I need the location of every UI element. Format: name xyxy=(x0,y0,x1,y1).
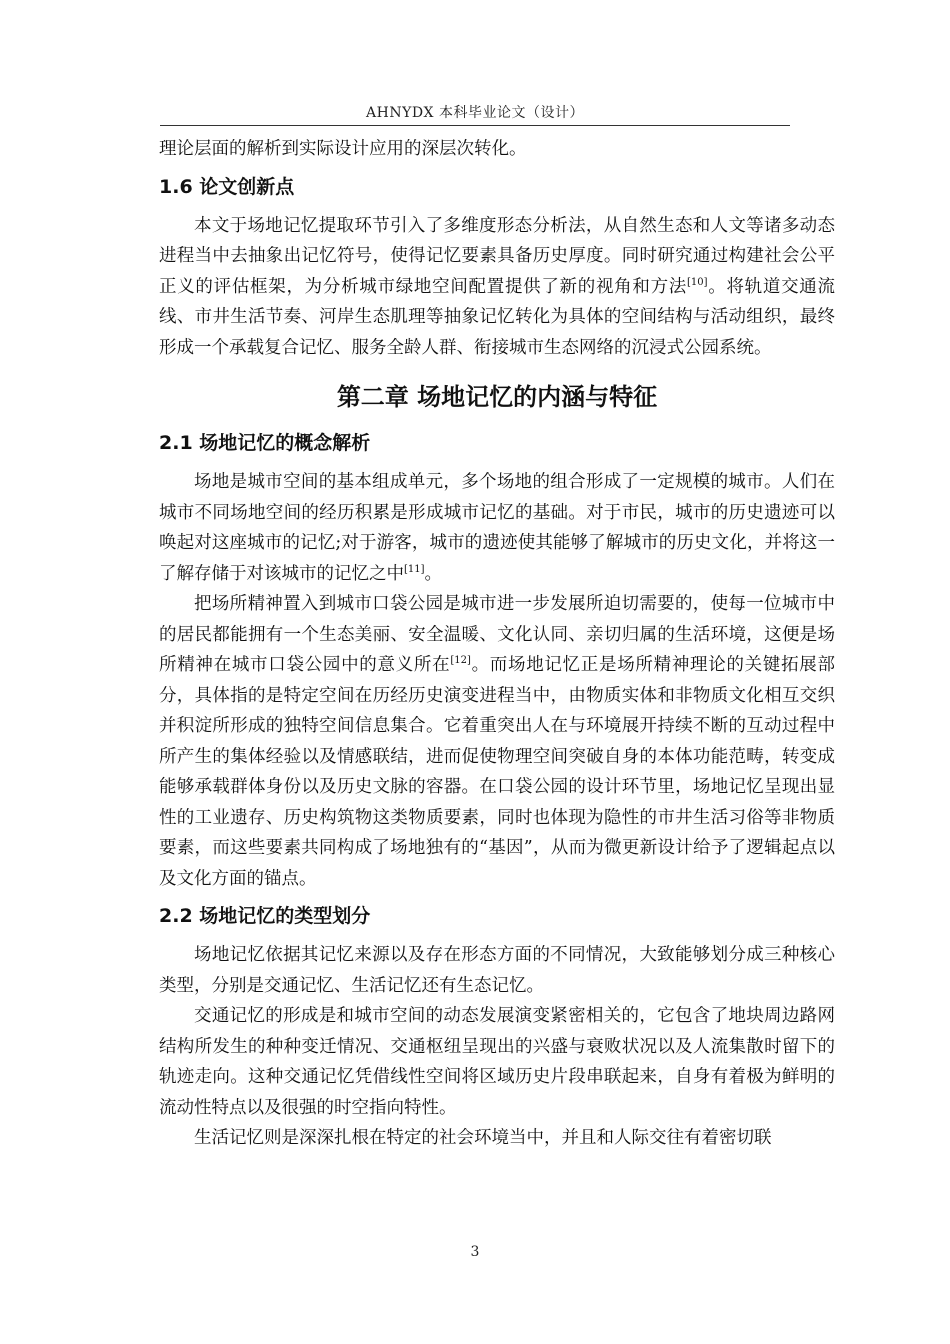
text-run: 本文于场地记忆提取环节引入了多维度形态分析法，从自然生态和人文等诸多动态进程当中去抽象出记忆符号，使得记忆要素具备历史厚度。同时研究通过构建社会公平正义的评估框架，为分析城市绿地空间配置提供了新的视角和方法 xyxy=(159,215,835,297)
section-heading-2-2: 2.2 场地记忆的类型划分 xyxy=(159,905,371,927)
paragraph-place-spirit xyxy=(159,589,835,894)
paragraph-life-memory: 生活记忆则是深深扎根在特定的社会环境当中，并且和人际交往有着密切联 xyxy=(194,1128,772,1148)
section-heading-1-6: 1.6 论文创新点 xyxy=(159,175,295,198)
paragraph-continuation: 理论层面的解析到实际设计应用的深层次转化。 xyxy=(159,139,527,159)
paragraph-types: 场地记忆依据其记忆来源以及存在形态方面的不同情况，大致能够划分成三种核心类型，分别是交通记忆、生活记忆还有生态记忆。 xyxy=(159,945,835,996)
paragraph-innovation xyxy=(159,211,835,364)
header-rule xyxy=(160,125,790,126)
text-run: 场地是城市空间的基本组成单元，多个场地的组合形成了一定规模的城市。人们在城市不同场地空间的经历积累是形成城市记忆的基础。对于市民，城市的历史遗迹可以唤起对这座城市的记忆;对于游客，城市的遗迹使其能够了解城市的历史文化，并将这一了解存储于对该城市的记忆之中 xyxy=(159,472,835,584)
text-run: 。而场地记忆正是场所精神理论的关键拓展部分，具体指的是特定空间在历经历史演变进程当中，由物质实体和非物质文化相互交织并积淀所形成的独特空间信息集合。它着重突出人在与环境展开持续不断的互动过程中所产生的集体经验以及情感联结，进而促使物理空间突破自身的本体功能范畴，转变成能够承载群体身份以及历史文脉的容器。在口袋公园的设计环节里，场地记忆呈现出显性的工业遗存、历史构筑物这类物质要素，同时也体现为隐性的市井生活习俗等非物质要素，而这些要素共同构成了场地独有的“基因”，从而为微更新设计给予了逻辑起点以及文化方面的锚点。 xyxy=(159,655,836,889)
running-header: AHNYDX 本科毕业论文（设计） xyxy=(366,105,584,121)
citation-10[interactable]: [10] xyxy=(687,276,708,288)
paragraph-traffic-memory: 交通记忆的形成是和城市空间的动态发展演变紧密相关的，它包含了地块周边路网结构所发生的种种变迁情况、交通枢纽呈现出的兴盛与衰败状况以及人流集散时留下的轨迹走向。这种交通记忆凭借线性空间将区域历史片段串联起来，自身有着极为鲜明的流动性特点以及很强的时空指向特性。 xyxy=(159,1006,835,1118)
page-body xyxy=(159,134,835,1154)
page-number: 3 xyxy=(470,1244,480,1260)
text-run: 把场所精神置入到城市口袋公园是城市进一步发展所迫切需要的，使每一位城市中的居民都能拥有一个生态美丽、安全温暖、文化认同、亲切归属的生活环境，这便是场所精神在城市口袋公园中的意义所在 xyxy=(159,594,835,675)
citation-11[interactable]: [11] xyxy=(404,563,425,575)
text-run: 。 xyxy=(424,563,443,584)
section-heading-2-1: 2.1 场地记忆的概念解析 xyxy=(159,432,371,454)
text-run: 。将轨道交通流线、市井生活节奏、河岸生态肌理等抽象记忆转化为具体的空间结构与活动组织，最终形成一个承载复合记忆、服务全龄人群、衔接城市生态网络的沉浸式公园系统。 xyxy=(159,276,835,358)
citation-12[interactable]: [12] xyxy=(450,655,471,667)
paragraph-concept xyxy=(159,467,835,589)
chapter-title: 第二章 场地记忆的内涵与特征 xyxy=(336,383,658,411)
